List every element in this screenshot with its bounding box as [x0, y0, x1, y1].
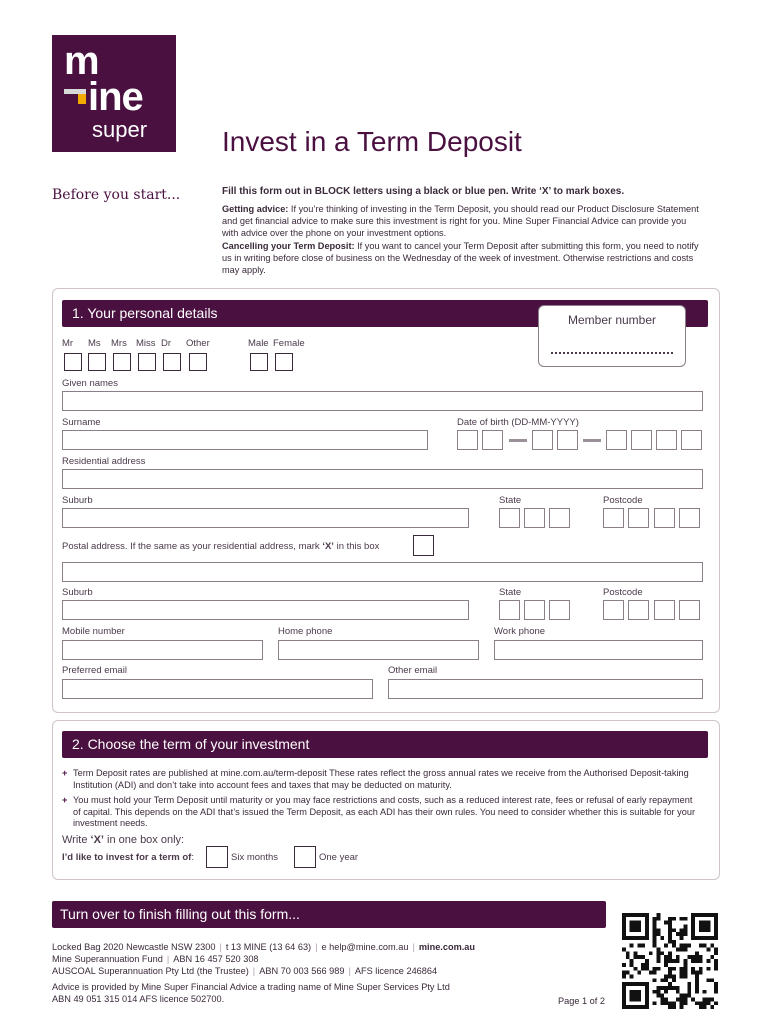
advice-paragraph: [222, 203, 702, 239]
postcode-box-4[interactable]: [679, 508, 700, 528]
dob-d1[interactable]: [457, 430, 478, 450]
footer-afs: AFS licence 246864: [354, 966, 438, 976]
write-prefix: Write: [62, 834, 91, 846]
dob-m1[interactable]: [532, 430, 553, 450]
suburb-label: Suburb: [62, 495, 93, 506]
postcode-box-3[interactable]: [654, 508, 675, 528]
one-year-checkbox[interactable]: [294, 846, 316, 868]
before-you-start: Before you start...: [52, 187, 181, 203]
other-email-label: Other email: [388, 665, 438, 676]
advice-text: If you’re thinking of investing in the Term Deposit, you should read our Product Disclosure Statement and get financial advice to make sure this investment is right for you. Mine Super Financial Advice can provide you with advice over the phone on your investment options.: [222, 204, 699, 238]
title-other-checkbox[interactable]: [189, 353, 207, 371]
surname-field[interactable]: [62, 430, 428, 450]
title-ms-label: Ms: [88, 338, 101, 349]
postal-same-checkbox[interactable]: [413, 535, 434, 556]
fund-line: Mine Superannuation Fund | ABN 16 457 520 308: [52, 954, 259, 964]
section2-heading: 2. Choose the term of your investment: [62, 731, 708, 758]
cancel-paragraph: [222, 240, 702, 276]
postal-suburb-label: Suburb: [62, 587, 93, 598]
bullet-rates: [62, 768, 702, 791]
bullet-maturity: [62, 795, 702, 830]
postcode-box-1[interactable]: [603, 508, 624, 528]
postal-postcode-box-1[interactable]: [603, 600, 624, 620]
footer-phone: t 13 MINE (13 64 63): [225, 942, 312, 952]
logo-accent: [78, 94, 86, 104]
mobile-label: Mobile number: [62, 626, 125, 637]
trustee-line: AUSCOAL Superannuation Pty Ltd (the Trustee) | ABN 70 003 566 989 | AFS licence 246864: [52, 966, 438, 976]
footer-fund-abn: ABN 16 457 520 308: [173, 954, 259, 964]
suburb-field[interactable]: [62, 508, 469, 528]
plus-icon: +: [62, 768, 68, 778]
write-suffix: in one box only:: [103, 834, 185, 846]
residential-label: Residential address: [62, 456, 146, 467]
postal-postcode-box-2[interactable]: [628, 600, 649, 620]
postal-postcode-box-4[interactable]: [679, 600, 700, 620]
postal-postcode-label: Postcode: [603, 587, 643, 598]
instruction-text: Fill this form out in BLOCK letters using a black or blue pen. Write ‘X’ to mark boxes.: [222, 186, 625, 197]
section1-heading: 1. Your personal details: [62, 300, 708, 327]
residential-field[interactable]: [62, 469, 703, 489]
title-other-label: Other: [186, 338, 210, 349]
logo-line1: m: [64, 39, 99, 83]
home-phone-field[interactable]: [278, 640, 479, 660]
one-year-label: One year: [319, 852, 359, 863]
gender-female-label: Female: [273, 338, 305, 349]
footer-trustee-abn: ABN 70 003 566 989: [259, 966, 345, 976]
title-miss-label: Miss: [136, 338, 156, 349]
preferred-email-field[interactable]: [62, 679, 373, 699]
member-number-label: Member number: [567, 313, 657, 327]
dob-d2[interactable]: [482, 430, 503, 450]
postal-state-box-2[interactable]: [524, 600, 545, 620]
mobile-field[interactable]: [62, 640, 263, 660]
postal-label-suffix: in this box: [333, 541, 380, 552]
dob-label: Date of birth (DD-MM-YYYY): [457, 417, 579, 428]
title-mrs-label: Mrs: [111, 338, 127, 349]
logo-line3: super: [92, 117, 148, 142]
gender-male-checkbox[interactable]: [250, 353, 268, 371]
member-number-box[interactable]: [538, 305, 686, 367]
dob-dash: [509, 439, 527, 442]
advice-line-2: ABN 49 051 315 014 AFS licence 502700.: [52, 994, 225, 1004]
footer-address: Locked Bag 2020 Newcastle NSW 2300: [52, 942, 216, 952]
postal-postcode-box-3[interactable]: [654, 600, 675, 620]
invest-term-text: I’d like to invest for a term of: [62, 852, 192, 863]
work-phone-field[interactable]: [494, 640, 703, 660]
advice-line-1: Advice is provided by Mine Super Financial Advice a trading name of Mine Super Services Pty Ltd: [52, 982, 450, 992]
invest-term-colon: :: [191, 852, 194, 863]
title-mr-checkbox[interactable]: [64, 353, 82, 371]
postal-x-mark: ‘X’: [322, 541, 334, 552]
state-label: State: [499, 495, 522, 506]
bullet-rates-text: Term Deposit rates are published at mine.com.au/term-deposit These rates reflect the gross annual rates we receive from the Authorised Deposit-taking Institution (ADI) and don’t take into account fees and taxes that may be deducted on maturity.: [73, 768, 689, 790]
page-title: Invest in a Term Deposit: [222, 126, 522, 157]
preferred-email-label: Preferred email: [62, 665, 127, 676]
member-number-line: [551, 352, 673, 354]
footer-website-link[interactable]: mine.com.au: [418, 942, 476, 952]
dob-m2[interactable]: [557, 430, 578, 450]
title-mrs-checkbox[interactable]: [113, 353, 131, 371]
write-instruction: [62, 834, 184, 846]
cancel-label: Cancelling your Term Deposit:: [222, 241, 355, 251]
work-phone-label: Work phone: [494, 626, 546, 637]
home-phone-label: Home phone: [278, 626, 333, 637]
postcode-box-2[interactable]: [628, 508, 649, 528]
footer-email[interactable]: e help@mine.com.au: [321, 942, 409, 952]
given-names-label: Given names: [62, 378, 118, 389]
postal-state-box-3[interactable]: [549, 600, 570, 620]
postal-address-field[interactable]: [62, 562, 703, 582]
surname-label: Surname: [62, 417, 101, 428]
six-months-checkbox[interactable]: [206, 846, 228, 868]
postal-label: [62, 541, 379, 552]
write-x-mark: ‘X’: [90, 834, 104, 846]
given-names-field[interactable]: [62, 391, 703, 411]
postal-suburb-field[interactable]: [62, 600, 469, 620]
mine-super-logo: [52, 35, 176, 152]
qr-code-icon: [622, 913, 718, 1009]
logo-line2: ine: [88, 75, 143, 119]
dob-y3[interactable]: [656, 430, 677, 450]
title-dr-label: Dr: [161, 338, 172, 349]
dob-y2[interactable]: [631, 430, 652, 450]
dob-y1[interactable]: [606, 430, 627, 450]
title-dr-checkbox[interactable]: [163, 353, 181, 371]
dob-y4[interactable]: [681, 430, 702, 450]
state-box-2[interactable]: [524, 508, 545, 528]
postal-state-label: State: [499, 587, 522, 598]
postcode-label: Postcode: [603, 495, 643, 506]
bullet-maturity-text: You must hold your Term Deposit until maturity or you may face restrictions and costs, such as a reduced interest rate, fees or refusal of early repayment of capital. This depends on the ADI that’s issued the Term Deposit, as each ADI has their own rules. You need to consider whether this is suitable for your investment needs.: [73, 795, 696, 828]
postal-state-box-1[interactable]: [499, 600, 520, 620]
dob-dash: [583, 439, 601, 442]
footer-trustee: AUSCOAL Superannuation Pty Ltd (the Trustee): [52, 966, 249, 976]
title-miss-checkbox[interactable]: [138, 353, 156, 371]
title-mr-label: Mr: [62, 338, 74, 349]
six-months-label: Six months: [231, 852, 278, 863]
state-box-1[interactable]: [499, 508, 520, 528]
state-box-3[interactable]: [549, 508, 570, 528]
contact-line: Locked Bag 2020 Newcastle NSW 2300 | t 13 MINE (13 64 63) | e help@mine.com.au | mine.com.au: [52, 942, 476, 952]
gender-female-checkbox[interactable]: [275, 353, 293, 371]
cancel-text: If you want to cancel your Term Deposit after submitting this form, you need to notify us in writing before close of business on the Wednesday of the week of investment. Otherwise restrictions and costs may apply.: [222, 241, 699, 275]
invest-term-label: [62, 852, 194, 863]
page-number: Page 1 of 2: [558, 996, 605, 1006]
footer-fund: Mine Superannuation Fund: [52, 954, 163, 964]
postal-label-text: Postal address. If the same as your residential address, mark: [62, 541, 323, 552]
advice-label: Getting advice:: [222, 204, 289, 214]
title-ms-checkbox[interactable]: [88, 353, 106, 371]
plus-icon: +: [62, 795, 68, 805]
turn-over-banner: Turn over to finish filling out this form...: [52, 901, 606, 928]
other-email-field[interactable]: [388, 679, 703, 699]
gender-male-label: Male: [248, 338, 269, 349]
